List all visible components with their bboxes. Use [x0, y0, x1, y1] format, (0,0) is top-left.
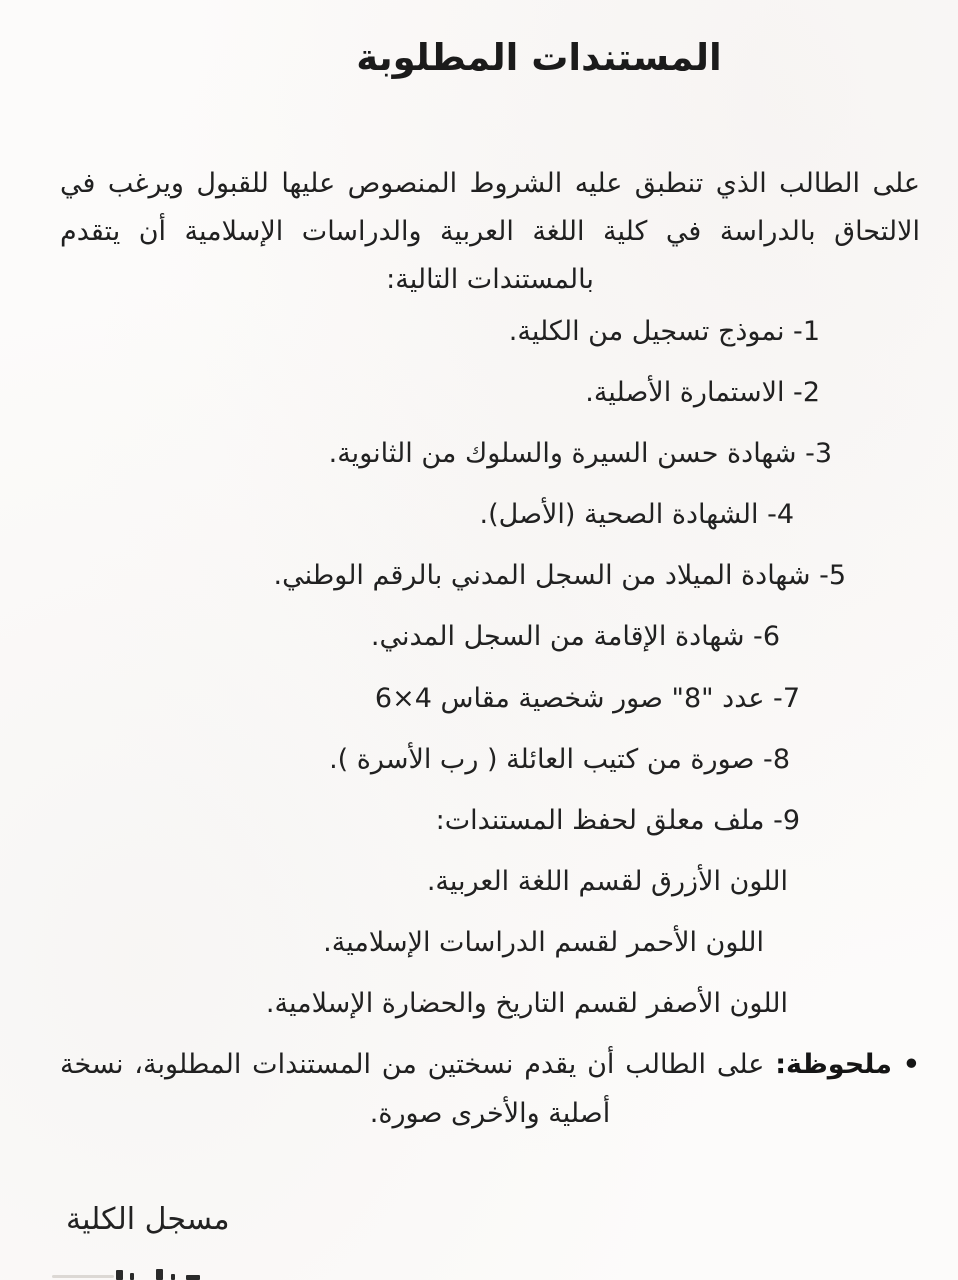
note-bullet: • [902, 1049, 920, 1080]
list-item-8: 8- صورة من كتيب العائلة ( رب الأسرة ). [329, 743, 790, 775]
folder-color-blue: اللون الأزرق لقسم اللغة العربية. [426, 865, 788, 897]
required-documents-list [40, 314, 846, 1047]
list-item-1: 1- نموذج تسجيل من الكلية. [508, 316, 820, 347]
note-label: ملحوظة: [775, 1049, 892, 1080]
list-item-6: 6- شهادة الإقامة من السجل المدني. [370, 621, 780, 653]
list-item-4: 4- الشهادة الصحية (الأصل). [479, 499, 794, 531]
list-item-7: 7- عدد "8" صور شخصية مقاس 4×6 [374, 682, 800, 714]
cut-letter-mark [156, 1269, 163, 1280]
list-item-5: 5- شهادة الميلاد من السجل المدني بالرقم الوطني. [273, 560, 846, 592]
document-title: المستندات المطلوبة [356, 36, 722, 79]
list-item-2: 2- الاستمارة الأصلية. [585, 377, 820, 409]
cut-letter-mark [130, 1273, 134, 1280]
cut-letter-mark [171, 1274, 175, 1280]
note-paragraph [60, 1040, 920, 1138]
folder-color-red: اللون الأحمر لقسم الدراسات الإسلامية. [323, 926, 764, 958]
registrar-signature-label: مسجل الكلية [66, 1202, 230, 1237]
cut-off-text-fragment [52, 1266, 272, 1280]
cut-letter-mark [116, 1270, 123, 1280]
list-item-9: 9- ملف معلق لحفظ المستندات: [435, 804, 800, 836]
note-text: على الطالب أن يقدم نسختين من المستندات المطلوبة، نسخة أصلية والأخرى صورة. [60, 1049, 765, 1130]
scan-smudge [52, 1275, 114, 1278]
cut-letter-mark [186, 1275, 200, 1280]
folder-color-yellow: اللون الأصفر لقسم التاريخ والحضارة الإسلامية. [265, 988, 788, 1020]
list-item-3: 3- شهادة حسن السيرة والسلوك من الثانوية. [328, 438, 832, 470]
intro-paragraph: على الطالب الذي تنطبق عليه الشروط المنصوص عليها للقبول ويرغب في الالتحاق بالدراسة في كلية اللغة العربية والدراسات الإسلامية أن يتقدم بالمستندات التالية: [60, 168, 920, 296]
